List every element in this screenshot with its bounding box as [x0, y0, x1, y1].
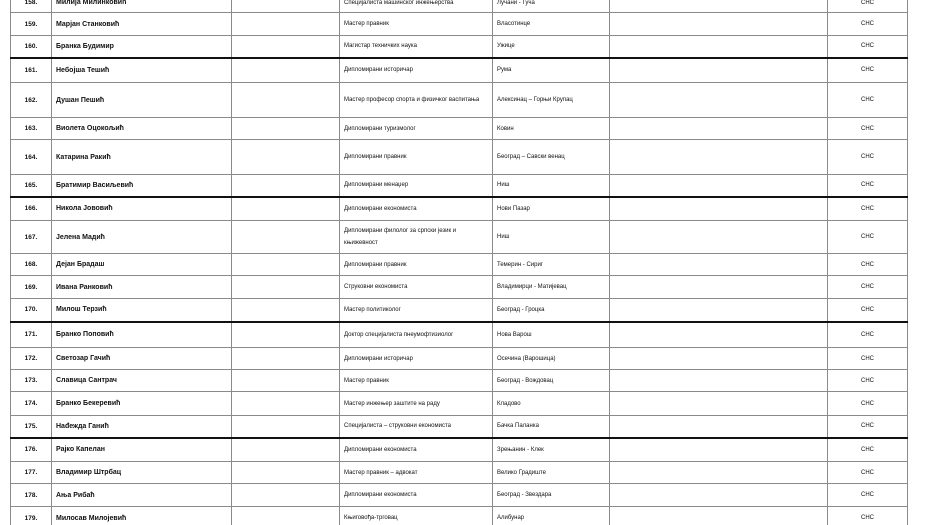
candidate-name: Марјан Станковић [52, 13, 232, 36]
candidate-residence: Бачка Паланка [493, 416, 610, 438]
blank-cell [232, 392, 340, 416]
blank-cell [232, 299, 340, 322]
candidate-party: СНС [828, 507, 908, 525]
candidate-name: Дејан Брадаш [52, 254, 232, 276]
candidate-residence: Кладово [493, 392, 610, 416]
candidate-residence: Зрењанин - Клек [493, 438, 610, 462]
candidate-residence: Београд – Савски венац [493, 140, 610, 175]
candidate-name: Небојша Тешић [52, 58, 232, 83]
blank-cell [232, 0, 340, 13]
candidate-occupation: Магистар техничких наука [340, 36, 493, 58]
candidate-party: СНС [828, 175, 908, 197]
row-number: 176. [11, 438, 52, 462]
row-number: 171. [11, 322, 52, 348]
candidate-occupation: Дипломирани менаџер [340, 175, 493, 197]
candidate-residence: Нови Пазар [493, 197, 610, 221]
candidate-party: СНС [828, 254, 908, 276]
candidate-occupation: Специјалиста машинског инжењерства [340, 0, 493, 13]
table-row [11, 58, 908, 83]
candidate-party: СНС [828, 83, 908, 118]
blank-cell [232, 118, 340, 140]
blank-cell [232, 370, 340, 392]
blank-cell [232, 507, 340, 525]
blank-cell [232, 13, 340, 36]
row-number: 172. [11, 348, 52, 370]
candidate-name: Катарина Ракић [52, 140, 232, 175]
table-row [11, 175, 908, 197]
candidate-party: СНС [828, 221, 908, 254]
row-number: 166. [11, 197, 52, 221]
candidate-occupation: Дипломирани филолог за српски језик и књижевност [340, 221, 493, 254]
blank-cell [610, 392, 828, 416]
row-number: 164. [11, 140, 52, 175]
table-row [11, 484, 908, 507]
candidate-occupation: Дипломирани економиста [340, 438, 493, 462]
row-number: 160. [11, 36, 52, 58]
candidate-occupation: Мастер професор спорта и физичког васпитања [340, 83, 493, 118]
candidate-residence: Београд - Вождовац [493, 370, 610, 392]
blank-cell [232, 438, 340, 462]
candidate-residence: Алексинац – Горњи Крупац [493, 83, 610, 118]
table-row [11, 462, 908, 484]
candidate-occupation: Мастер правник [340, 13, 493, 36]
candidate-occupation: Мастер политиколог [340, 299, 493, 322]
blank-cell [232, 197, 340, 221]
blank-cell [232, 83, 340, 118]
candidate-party: СНС [828, 348, 908, 370]
candidate-party: СНС [828, 13, 908, 36]
blank-cell [232, 462, 340, 484]
candidate-table [10, 0, 908, 525]
candidate-occupation: Мастер правник [340, 370, 493, 392]
blank-cell [610, 58, 828, 83]
candidate-residence: Рума [493, 58, 610, 83]
candidate-occupation: Дипломирани историчар [340, 348, 493, 370]
candidate-party: СНС [828, 299, 908, 322]
candidate-name: Братимир Васиљевић [52, 175, 232, 197]
candidate-party: СНС [828, 197, 908, 221]
candidate-name: Рајко Капелан [52, 438, 232, 462]
row-number: 161. [11, 58, 52, 83]
candidate-occupation: Дипломирани економиста [340, 484, 493, 507]
blank-cell [610, 175, 828, 197]
row-number: 169. [11, 276, 52, 299]
table-row [11, 370, 908, 392]
candidate-residence: Београд - Гроцка [493, 299, 610, 322]
blank-cell [232, 254, 340, 276]
candidate-residence: Алибунар [493, 507, 610, 525]
table-row [11, 118, 908, 140]
candidate-name: Ања Рибаћ [52, 484, 232, 507]
blank-cell [610, 438, 828, 462]
candidate-name: Бранка Будимир [52, 36, 232, 58]
candidate-name: Светозар Гачић [52, 348, 232, 370]
candidate-name: Милосав Милојевић [52, 507, 232, 525]
candidate-occupation: Дипломирани правник [340, 254, 493, 276]
blank-cell [232, 140, 340, 175]
candidate-residence: Велико Градиште [493, 462, 610, 484]
table-row [11, 0, 908, 13]
candidate-party: СНС [828, 118, 908, 140]
blank-cell [610, 348, 828, 370]
candidate-party: СНС [828, 0, 908, 13]
candidate-residence: Владимирци - Матијевац [493, 276, 610, 299]
blank-cell [610, 118, 828, 140]
candidate-name: Бранко Бекеревић [52, 392, 232, 416]
candidate-name: Виолета Оцокољић [52, 118, 232, 140]
candidate-name: Ивана Ранковић [52, 276, 232, 299]
row-number: 165. [11, 175, 52, 197]
candidate-party: СНС [828, 484, 908, 507]
blank-cell [232, 276, 340, 299]
candidate-party: СНС [828, 392, 908, 416]
blank-cell [610, 221, 828, 254]
table-row [11, 197, 908, 221]
row-number: 159. [11, 13, 52, 36]
candidate-party: СНС [828, 416, 908, 438]
candidate-residence: Темерин - Сириг [493, 254, 610, 276]
candidate-party: СНС [828, 58, 908, 83]
table-row [11, 83, 908, 118]
blank-cell [610, 0, 828, 13]
row-number: 158. [11, 0, 52, 13]
candidate-occupation: Дипломирани правник [340, 140, 493, 175]
table-row [11, 276, 908, 299]
table-row [11, 140, 908, 175]
row-number: 174. [11, 392, 52, 416]
table-row [11, 507, 908, 525]
candidate-occupation: Дипломирани историчар [340, 58, 493, 83]
candidate-name: Бранко Поповић [52, 322, 232, 348]
row-number: 178. [11, 484, 52, 507]
candidate-name: Јелена Мадић [52, 221, 232, 254]
candidate-occupation: Дипломирани туризмолог [340, 118, 493, 140]
row-number: 179. [11, 507, 52, 525]
blank-cell [610, 299, 828, 322]
blank-cell [610, 484, 828, 507]
candidate-name: Душан Пешић [52, 83, 232, 118]
blank-cell [232, 175, 340, 197]
candidate-occupation: Струковни економиста [340, 276, 493, 299]
blank-cell [610, 276, 828, 299]
candidate-residence: Осечина (Варошица) [493, 348, 610, 370]
row-number: 163. [11, 118, 52, 140]
candidate-rows [11, 0, 908, 525]
candidate-name: Наđежда Ганић [52, 416, 232, 438]
table-row [11, 36, 908, 58]
table-row [11, 416, 908, 438]
candidate-party: СНС [828, 140, 908, 175]
candidate-party: СНС [828, 462, 908, 484]
candidate-residence: Ниш [493, 221, 610, 254]
candidate-name: Милија Милинковић [52, 0, 232, 13]
row-number: 175. [11, 416, 52, 438]
blank-cell [232, 322, 340, 348]
blank-cell [610, 140, 828, 175]
candidate-occupation: Мастер инжењер заштите на раду [340, 392, 493, 416]
candidate-party: СНС [828, 276, 908, 299]
blank-cell [232, 348, 340, 370]
table-row [11, 322, 908, 348]
candidate-residence: Београд - Звездара [493, 484, 610, 507]
blank-cell [232, 416, 340, 438]
candidate-name: Милош Терзић [52, 299, 232, 322]
table-row [11, 392, 908, 416]
candidate-name: Славица Сантрач [52, 370, 232, 392]
table-row [11, 254, 908, 276]
blank-cell [610, 462, 828, 484]
row-number: 168. [11, 254, 52, 276]
blank-cell [610, 13, 828, 36]
candidate-party: СНС [828, 36, 908, 58]
candidate-occupation: Доктор специјалиста пнеумофтизиолог [340, 322, 493, 348]
candidate-occupation: Мастер правник – адвокат [340, 462, 493, 484]
blank-cell [232, 484, 340, 507]
blank-cell [610, 370, 828, 392]
table-row [11, 221, 908, 254]
candidate-occupation: Дипломирани економиста [340, 197, 493, 221]
blank-cell [610, 254, 828, 276]
blank-cell [232, 221, 340, 254]
row-number: 177. [11, 462, 52, 484]
candidate-party: СНС [828, 322, 908, 348]
blank-cell [610, 83, 828, 118]
row-number: 167. [11, 221, 52, 254]
candidate-residence: Лучани - Гуча [493, 0, 610, 13]
row-number: 162. [11, 83, 52, 118]
blank-cell [610, 197, 828, 221]
blank-cell [610, 36, 828, 58]
row-number: 173. [11, 370, 52, 392]
candidate-party: СНС [828, 438, 908, 462]
table-row [11, 348, 908, 370]
candidate-name: Владимир Штрбац [52, 462, 232, 484]
blank-cell [232, 58, 340, 83]
candidate-residence: Ужице [493, 36, 610, 58]
candidate-occupation: Књиговођа-трговац [340, 507, 493, 525]
candidate-residence: Ниш [493, 175, 610, 197]
blank-cell [610, 416, 828, 438]
candidate-residence: Ковин [493, 118, 610, 140]
table-row [11, 299, 908, 322]
candidate-party: СНС [828, 370, 908, 392]
candidate-residence: Нова Варош [493, 322, 610, 348]
table-row [11, 13, 908, 36]
candidate-residence: Власотинце [493, 13, 610, 36]
blank-cell [610, 507, 828, 525]
candidate-name: Никола Јововић [52, 197, 232, 221]
row-number: 170. [11, 299, 52, 322]
blank-cell [232, 36, 340, 58]
blank-cell [610, 322, 828, 348]
candidate-occupation: Специјалиста – струковни економиста [340, 416, 493, 438]
table-row [11, 438, 908, 462]
